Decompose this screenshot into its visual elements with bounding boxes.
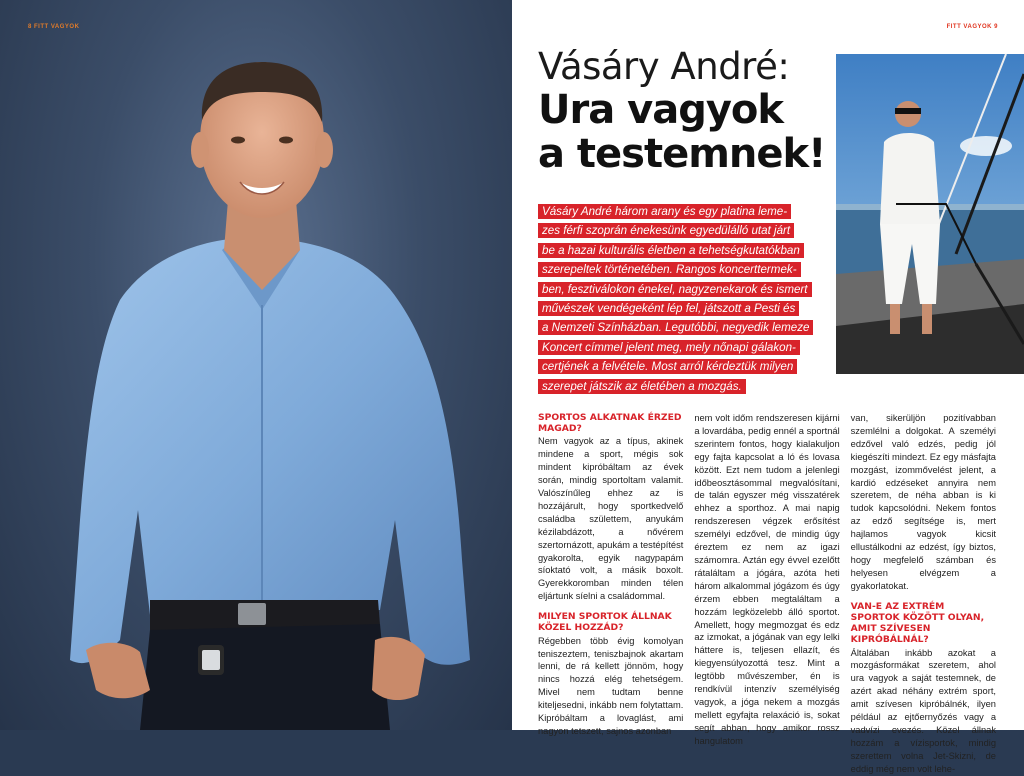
column-2 bbox=[694, 412, 840, 746]
page-number: 9 bbox=[994, 24, 998, 30]
article-body bbox=[538, 412, 996, 774]
lead-line: certjének a felvétele. Most arról kérdeztük milyen bbox=[538, 359, 797, 374]
title-line-3: a testemnek! bbox=[538, 131, 826, 177]
sailing-photo bbox=[836, 54, 1024, 374]
folio-left bbox=[28, 24, 79, 30]
answer-paragraph: van, sikerüljön pozitívabban szemlélni a dolgokat. A személyi edzővel való edzés, pedig jól kiegészíti mindezt. Ez egy másfajta mozgást, izommővelést jelent, a kardió edzéseket annyira nem szeretem, de néha abban is ki tudok kapcsolódni. Nekem fontos az edző segítsége is, mert hajlamos vagyok kicsit ellustálkodni az edzést, így biztos, hogy megfelelő számban és helyesen elvégzem a gyakorlatokat. bbox=[850, 413, 996, 591]
lead-line: szerepeltek történetében. Rangos koncerttermek- bbox=[538, 262, 801, 277]
section-label: FITT VAGYOK bbox=[34, 24, 80, 30]
lead-line: művészek vendégeként lép fel, játszott a Pesti és bbox=[538, 301, 799, 316]
answer-paragraph: Általában inkább azokat a mozgásformákat szeretem, ahol ura vagyok a saját testemnek, de azért akad néhány extrém sport, amit szívesen kipróbálnék, ilyen például az ejtőernyőzés vagy a vadvízi evezés. Közel állnak hozzám a vízisportok, mindig szerettem volna Jet-Skizni, de eddig még nem volt lehe- bbox=[850, 647, 996, 774]
question-heading: SPORTOS ALKATNAK ÉRZED MAGAD? bbox=[538, 412, 682, 435]
portrait-photo bbox=[0, 0, 512, 730]
lead-line: zes férfi szoprán énekesünk egyedülálló utat járt bbox=[538, 223, 794, 238]
page-number: 8 bbox=[28, 24, 32, 30]
left-page bbox=[0, 0, 512, 730]
column-1 bbox=[538, 412, 684, 736]
lead-line: ben, fesztiválokon énekel, nagyzenekarok és ismert bbox=[538, 282, 812, 297]
answer-paragraph: Régebben több évig komolyan teniszeztem, teniszbajnok akartam lenni, de rá kellett jönnöm, hogy nincs hozzá elég tehetségem. Mivel nem tudtam benne kiteljesedni, inkább nem folytattam. Kipróbáltam a lovaglást, ami nagyon tetszett, sajnos azonban bbox=[538, 635, 684, 736]
folio-right bbox=[947, 24, 998, 30]
right-page bbox=[512, 0, 1024, 774]
lead-line: be a hazai kulturális életben a tehetségkutatókban bbox=[538, 243, 804, 258]
lead-paragraph bbox=[538, 202, 824, 396]
section-label: FITT VAGYOK bbox=[946, 24, 992, 30]
column-3 bbox=[850, 412, 996, 774]
lead-line: Koncert címmel jelent meg, mely nőnapi gálakon- bbox=[538, 340, 800, 355]
question-heading: VAN-E AZ EXTRÉM SPORTOK KÖZÖTT OLYAN, AMIT SZÍVESEN KIPRÓBÁLNÁL? bbox=[850, 600, 985, 646]
question-heading: MILYEN SPORTOK ÁLLNAK KÖZEL HOZZÁD? bbox=[538, 611, 672, 634]
lead-line: szerepet játszik az életében a mozgás. bbox=[538, 379, 746, 394]
answer-paragraph: Nem vagyok az a típus, akinek mindene a sport, mégis sok mindent kipróbáltam az évek során, mindig sportoltam valamit. Valószínűleg ehhez az is hozzájárult, hogy sportkedvelő családba születtem, anyukám kézilabdázott, a nővérem szertornázott, apukám a testépítést gyakorolta, egyik nagypapám síoktató volt, a másik boxolt. Gyerekkoromban minden télen eljártunk síelni a családommal. bbox=[538, 436, 684, 602]
lead-line: Vásáry André három arany és egy platina leme- bbox=[538, 204, 791, 219]
answer-paragraph: nem volt időm rendszeresen kijárni a lovardába, pedig ennél a sportnál szerintem fontos, hogy kialakuljon egy fajta kapcsolat a ló és lovasa között. Ezt nem tudom a jelenlegi időbeosztásommal megvalósítani, de talán egyszer még visszatérek ehhez a sporthoz. A mai napig rendszeresen végzek erősítést személyi edzővel, de mindig úgy éreztem ez nem az igazi számomra. Aztán egy évvel ezelőtt rátaláltam a jógára, azóta heti három alkalommal jógázom és úgy érzem ebben megtaláltam a hozzám legközelebb álló sportot. Amellett, hogy megmozgat és edz az izmokat, a jógának van egy lelki háttere is, teljesen ellazít, és kiegyensúlyozottá tesz. Mint a legtöbb művészember, én is rendkívül intenzív személyiség vagyok, a jóga nekem a mozgás mellett egyfajta relaxáció is, sokat segít abban, hogy amikor rossz hangulatom bbox=[694, 413, 840, 746]
lead-line: a Nemzeti Színházban. Legutóbbi, negyedik lemeze bbox=[538, 320, 813, 335]
article-title bbox=[538, 46, 828, 176]
title-line-1: Vásáry André: bbox=[538, 45, 790, 88]
title-line-2: Ura vagyok bbox=[538, 87, 783, 133]
